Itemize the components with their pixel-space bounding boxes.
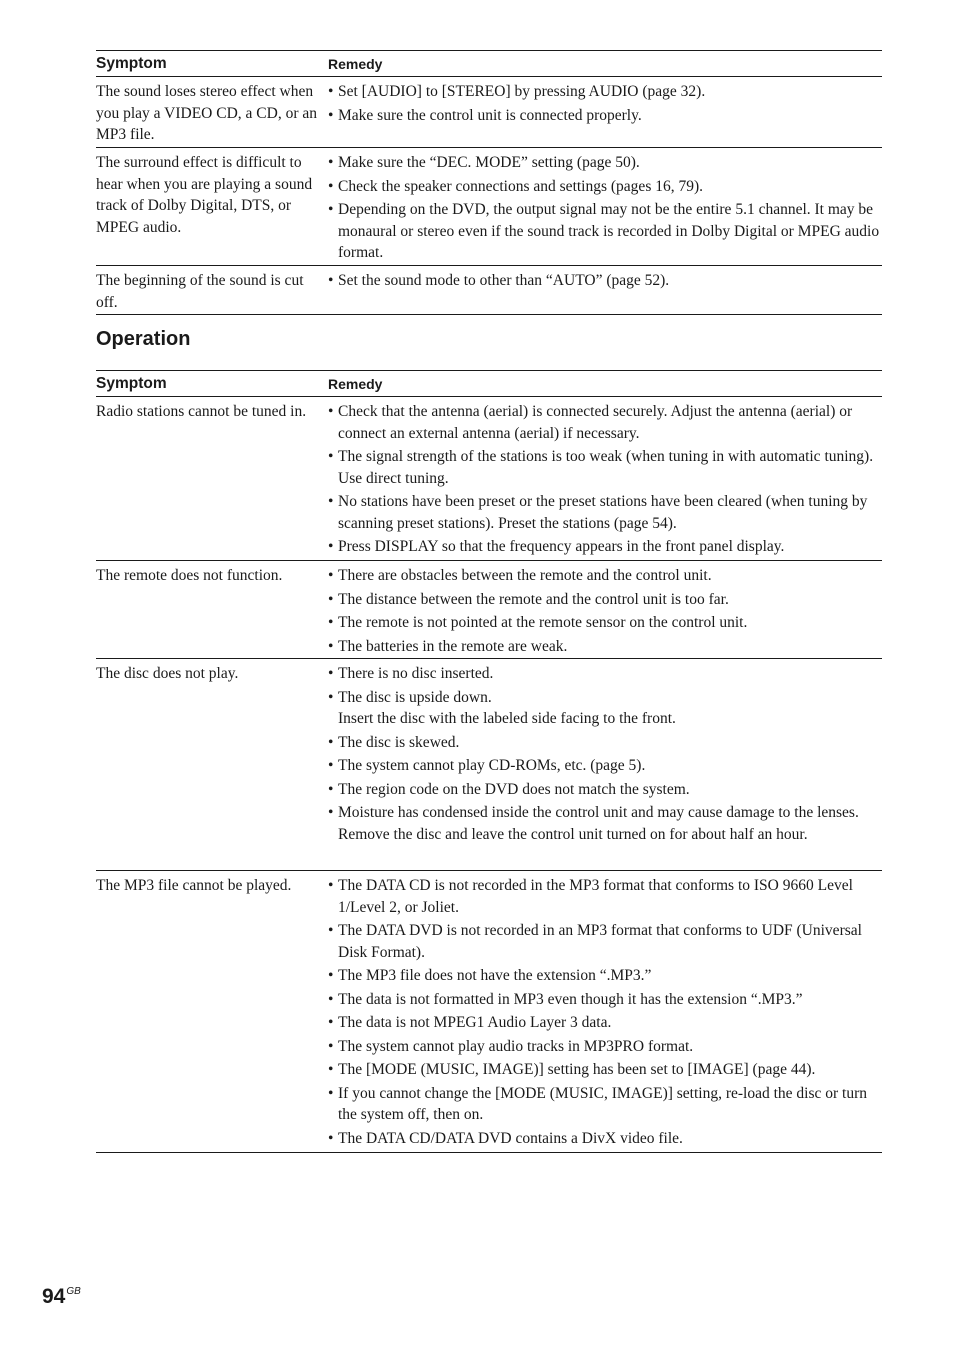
remedy-cell	[328, 874, 882, 1148]
remedy-cell	[328, 151, 882, 261]
remedy-cell	[328, 564, 882, 654]
symptom-cell: Radio stations cannot be tuned in.	[96, 403, 307, 420]
page-number	[42, 1285, 81, 1309]
remedy-cell	[328, 80, 882, 143]
remedy-item: • The data is not formatted in MP3 even though it has the extension “.MP3.”	[328, 989, 882, 1011]
remedy-item: • Check that the antenna (aerial) is connected securely. Adjust the antenna (aerial) or connect an external antenna (aerial) if necessary.	[328, 401, 882, 444]
remedy-header: Remedy	[328, 55, 383, 72]
page-number-suffix: GB	[66, 1286, 81, 1297]
table-header	[96, 371, 882, 397]
symptom-header: Symptom	[96, 375, 167, 393]
remedy-note: Insert the disc with the labeled side facing to the front.	[338, 710, 676, 727]
remedy-item: • The distance between the remote and the control unit is too far.	[328, 589, 882, 611]
remedy-item: • Set [AUDIO] to [STEREO] by pressing AUDIO (page 32).	[328, 81, 882, 103]
remedy-header: Remedy	[328, 375, 383, 392]
remedy-cell	[328, 269, 882, 310]
remedy-item: • The MP3 file does not have the extension “.MP3.”	[328, 965, 882, 987]
remedy-item: • Depending on the DVD, the output signal may not be the entire 5.1 channel. It may be monaural or stereo even if the sound track is recorded in Dolby Digital or MPEG audio format.	[328, 199, 882, 264]
symptom-cell: The disc does not play.	[96, 665, 239, 682]
remedy-item	[328, 687, 882, 730]
remedy-item: • No stations have been preset or the preset stations have been cleared (when tuning by scanning preset stations). Preset the stations (page 54).	[328, 491, 882, 534]
remedy-item: • Check the speaker connections and settings (pages 16, 79).	[328, 176, 882, 198]
table-row	[96, 561, 882, 659]
table-row	[96, 77, 882, 148]
symptom-cell: The remote does not function.	[96, 567, 283, 584]
remedy-item: • The signal strength of the stations is too weak (when tuning in with automatic tuning). Use direct tuning.	[328, 446, 882, 489]
page-number-value: 94	[42, 1285, 66, 1308]
troubleshooting-table-sound	[96, 50, 882, 315]
remedy-item: • The DATA DVD is not recorded in an MP3 format that conforms to UDF (Universal Disk Format).	[328, 920, 882, 963]
remedy-item: • The data is not MPEG1 Audio Layer 3 data.	[328, 1012, 882, 1034]
remedy-item: • Make sure the control unit is connected properly.	[328, 105, 882, 127]
remedy-cell	[328, 400, 882, 556]
remedy-item: • If you cannot change the [MODE (MUSIC, IMAGE)] setting, re-load the disc or turn the system off, then on.	[328, 1083, 882, 1126]
troubleshooting-table-operation	[96, 370, 882, 1153]
remedy-item: • The remote is not pointed at the remote sensor on the control unit.	[328, 612, 882, 634]
remedy-item: • The system cannot play CD-ROMs, etc. (page 5).	[328, 755, 882, 777]
remedy-item: • The DATA CD/DATA DVD contains a DivX video file.	[328, 1128, 882, 1150]
remedy-item: • There are obstacles between the remote and the control unit.	[328, 565, 882, 587]
remedy-item: • Moisture has condensed inside the control unit and may cause damage to the lenses. Remove the disc and leave the control unit turned on for about half an hour.	[328, 802, 882, 845]
remedy-item: • The batteries in the remote are weak.	[328, 636, 882, 658]
remedy-item-text: • The disc is upside down.	[338, 688, 492, 706]
remedy-item: • The system cannot play audio tracks in MP3PRO format.	[328, 1036, 882, 1058]
symptom-cell: The beginning of the sound is cut off.	[96, 272, 304, 311]
symptom-header: Symptom	[96, 55, 167, 73]
symptom-cell: The MP3 file cannot be played.	[96, 877, 292, 894]
remedy-cell	[328, 662, 882, 866]
remedy-item: • There is no disc inserted.	[328, 663, 882, 685]
remedy-item: • The region code on the DVD does not match the system.	[328, 779, 882, 801]
section-title: Operation	[96, 328, 191, 350]
symptom-cell: The surround effect is difficult to hear when you are playing a sound track of Dolby Digital, DTS, or MPEG audio.	[96, 154, 313, 236]
table-row	[96, 871, 882, 1153]
symptom-cell: The sound loses stereo effect when you play a VIDEO CD, a CD, or an MP3 file.	[96, 83, 317, 143]
remedy-item: • Make sure the “DEC. MODE” setting (page 50).	[328, 152, 882, 174]
remedy-item: • Set the sound mode to other than “AUTO” (page 52).	[328, 270, 882, 292]
remedy-item: • Press DISPLAY so that the frequency appears in the front panel display.	[328, 536, 882, 558]
table-row	[96, 266, 882, 315]
remedy-item: • The DATA CD is not recorded in the MP3 format that conforms to ISO 9660 Level 1/Level 2, or Joliet.	[328, 875, 882, 918]
remedy-item: • The disc is skewed.	[328, 732, 882, 754]
table-row	[96, 659, 882, 871]
table-row	[96, 397, 882, 561]
table-header	[96, 51, 882, 77]
remedy-item: • The [MODE (MUSIC, IMAGE)] setting has been set to [IMAGE] (page 44).	[328, 1059, 882, 1081]
table-row	[96, 148, 882, 266]
